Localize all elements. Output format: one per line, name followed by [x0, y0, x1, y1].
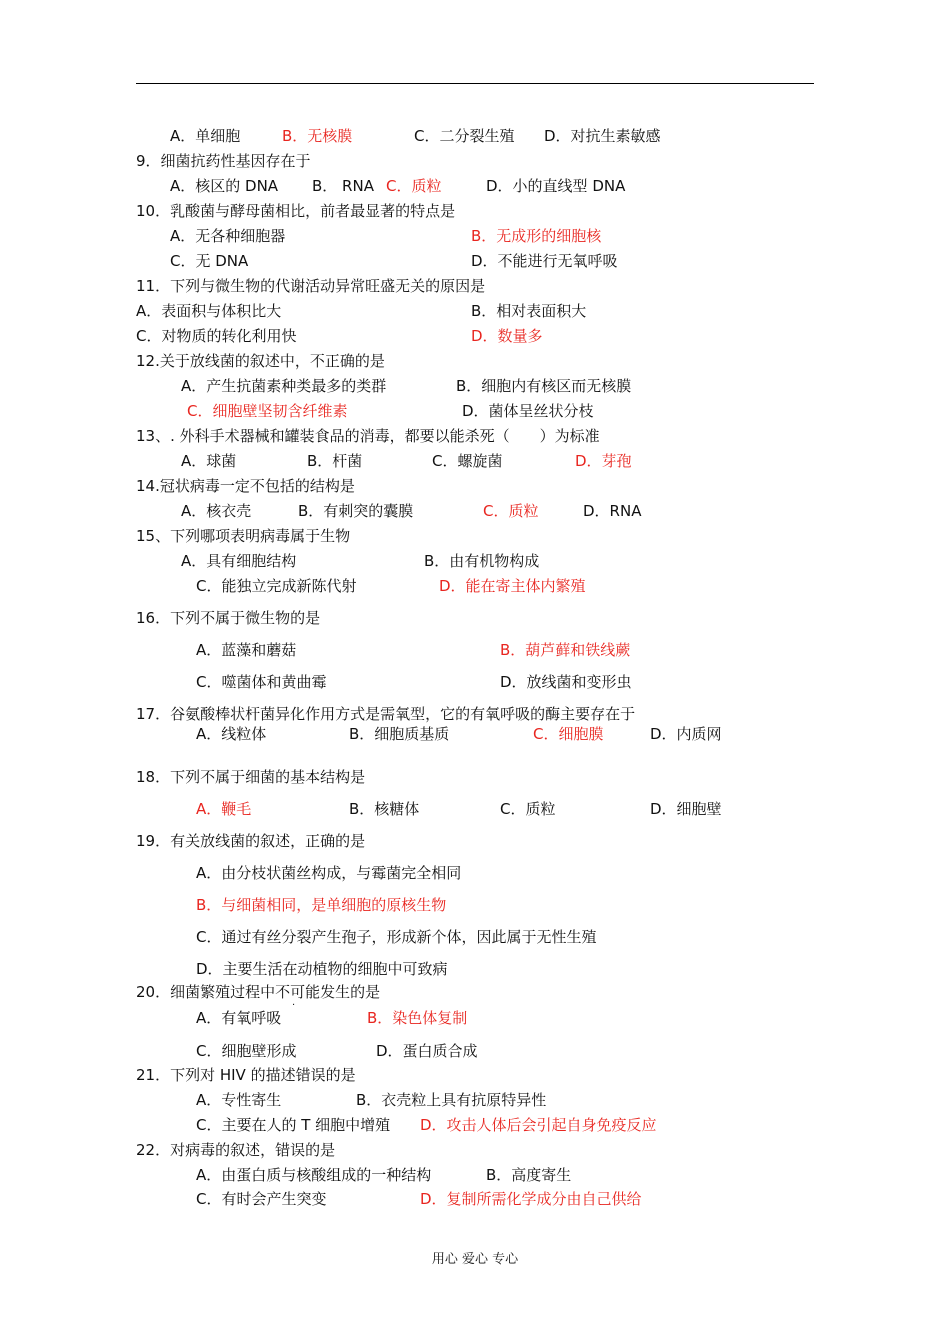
q16-option-a: A．蓝藻和蘑菇	[196, 641, 297, 659]
q14-stem: 14.冠状病毒一定不包括的结构是	[136, 477, 355, 495]
q13-option-b: B．杆菌	[307, 452, 363, 470]
q20-option-c: C．细胞壁形成	[196, 1042, 297, 1060]
page-footer: 用心 爱心 专心	[431, 1252, 519, 1267]
header-rule	[136, 83, 814, 84]
q10-option-c: C．无 DNA	[170, 252, 249, 270]
q9-option-c-answer: C．质粒	[386, 177, 442, 195]
q15-option-d-answer: D．能在寄主体内繁殖	[439, 577, 586, 595]
q13-option-d-answer: D．芽孢	[575, 452, 632, 470]
q16-option-c: C．噬菌体和黄曲霉	[196, 673, 327, 691]
q19-option-a: A．由分枝状菌丝构成，与霉菌完全相同	[196, 864, 462, 882]
q14-option-c-answer: C．质粒	[483, 502, 539, 520]
q9-option-d: D．小的直线型 DNA	[486, 177, 626, 195]
q18-stem: 18．下列不属于细菌的基本结构是	[136, 768, 366, 786]
q14-option-d: D．RNA	[583, 502, 642, 520]
q11-option-a: A．表面积与体积比大	[136, 302, 282, 320]
q21-option-c: C．主要在人的 T 细胞中增殖	[196, 1116, 391, 1134]
q12-stem: 12.关于放线菌的叙述中，不正确的是	[136, 352, 385, 370]
emphasis-dot-mark: ·	[292, 1000, 296, 1011]
q13-option-c: C．螺旋菌	[432, 452, 503, 470]
q11-option-b: B．相对表面积大	[471, 302, 587, 320]
q18-option-b: B．核糖体	[349, 800, 420, 818]
q12-option-b: B．细胞内有核区而无核膜	[456, 377, 632, 395]
q12-option-d: D．菌体呈丝状分枝	[462, 402, 594, 420]
q9-option-a: A．核区的 DNA	[170, 177, 279, 195]
q22-option-c: C．有时会产生突变	[196, 1190, 327, 1208]
q21-option-a: A．专性寄生	[196, 1091, 282, 1109]
q8-option-c: C．二分裂生殖	[414, 127, 515, 145]
q22-stem: 22．对病毒的叙述，错误的是	[136, 1141, 336, 1159]
q19-option-d: D．主要生活在动植物的细胞中可致病	[196, 960, 448, 978]
q13-stem: 13、. 外科手术器械和罐装食品的消毒，都要以能杀死（ ）为标准	[136, 427, 600, 445]
q16-option-d: D．放线菌和变形虫	[500, 673, 632, 691]
q10-stem: 10．乳酸菌与酵母菌相比，前者最显著的特点是	[136, 202, 456, 220]
q20-option-a: A．有氧呼吸	[196, 1009, 282, 1027]
q11-option-d-answer: D．数量多	[471, 327, 543, 345]
q20-option-d: D．蛋白质合成	[376, 1042, 478, 1060]
q17-option-b: B．细胞质基质	[349, 725, 450, 743]
q20-stem: 20．细菌繁殖过程中不可能发生的是	[136, 983, 381, 1001]
q8-option-b-answer: B．无核膜	[282, 127, 353, 145]
q14-option-a: A．核衣壳	[181, 502, 252, 520]
q18-option-c: C．质粒	[500, 800, 556, 818]
q21-stem: 21．下列对 HIV 的描述错误的是	[136, 1066, 356, 1084]
q17-option-d: D．内质网	[650, 725, 722, 743]
q14-option-b: B．有刺突的囊膜	[298, 502, 414, 520]
q21-option-b: B．衣壳粒上具有抗原特异性	[356, 1091, 547, 1109]
q17-option-a: A．线粒体	[196, 725, 267, 743]
q22-option-d-answer: D．复制所需化学成分由自己供给	[420, 1190, 642, 1208]
q17-stem: 17．谷氨酸棒状杆菌异化作用方式是需氧型，它的有氧呼吸的酶主要存在于	[136, 705, 636, 723]
q22-option-b: B．高度寄生	[486, 1166, 572, 1184]
q15-stem: 15、下列哪项表明病毒属于生物	[136, 527, 351, 545]
q19-option-c: C．通过有丝分裂产生孢子，形成新个体，因此属于无性生殖	[196, 928, 597, 946]
q12-option-a: A．产生抗菌素种类最多的类群	[181, 377, 387, 395]
q17-option-c-answer: C．细胞膜	[533, 725, 604, 743]
q15-option-a: A．具有细胞结构	[181, 552, 297, 570]
q13-option-a: A．球菌	[181, 452, 237, 470]
q21-option-d-answer: D．攻击人体后会引起自身免疫反应	[420, 1116, 657, 1134]
q8-option-d: D．对抗生素敏感	[544, 127, 661, 145]
q19-option-b-answer: B．与细菌相同，是单细胞的原核生物	[196, 896, 447, 914]
q19-stem: 19．有关放线菌的叙述，正确的是	[136, 832, 366, 850]
q15-option-b: B．由有机物构成	[424, 552, 540, 570]
q11-stem: 11．下列与微生物的代谢活动异常旺盛无关的原因是	[136, 277, 486, 295]
q18-option-d: D．细胞壁	[650, 800, 722, 818]
q20-option-b-answer: B．染色体复制	[367, 1009, 468, 1027]
q16-option-b-answer: B．葫芦藓和铁线蕨	[500, 641, 631, 659]
q9-stem: 9．细菌抗药性基因存在于	[136, 152, 311, 170]
q11-option-c: C．对物质的转化利用快	[136, 327, 297, 345]
q10-option-a: A．无各种细胞器	[170, 227, 286, 245]
q22-option-a: A．由蛋白质与核酸组成的一种结构	[196, 1166, 432, 1184]
q10-option-d: D．不能进行无氧呼吸	[471, 252, 618, 270]
q10-option-b-answer: B．无成形的细胞核	[471, 227, 602, 245]
q18-option-a-answer: A．鞭毛	[196, 800, 252, 818]
q12-option-c-answer: C．细胞壁坚韧含纤维素	[187, 402, 348, 420]
q8-option-a: A．单细胞	[170, 127, 241, 145]
q15-option-c: C．能独立完成新陈代射	[196, 577, 357, 595]
q16-stem: 16．下列不属于微生物的是	[136, 609, 321, 627]
q9-option-b: B． RNA	[312, 177, 374, 195]
